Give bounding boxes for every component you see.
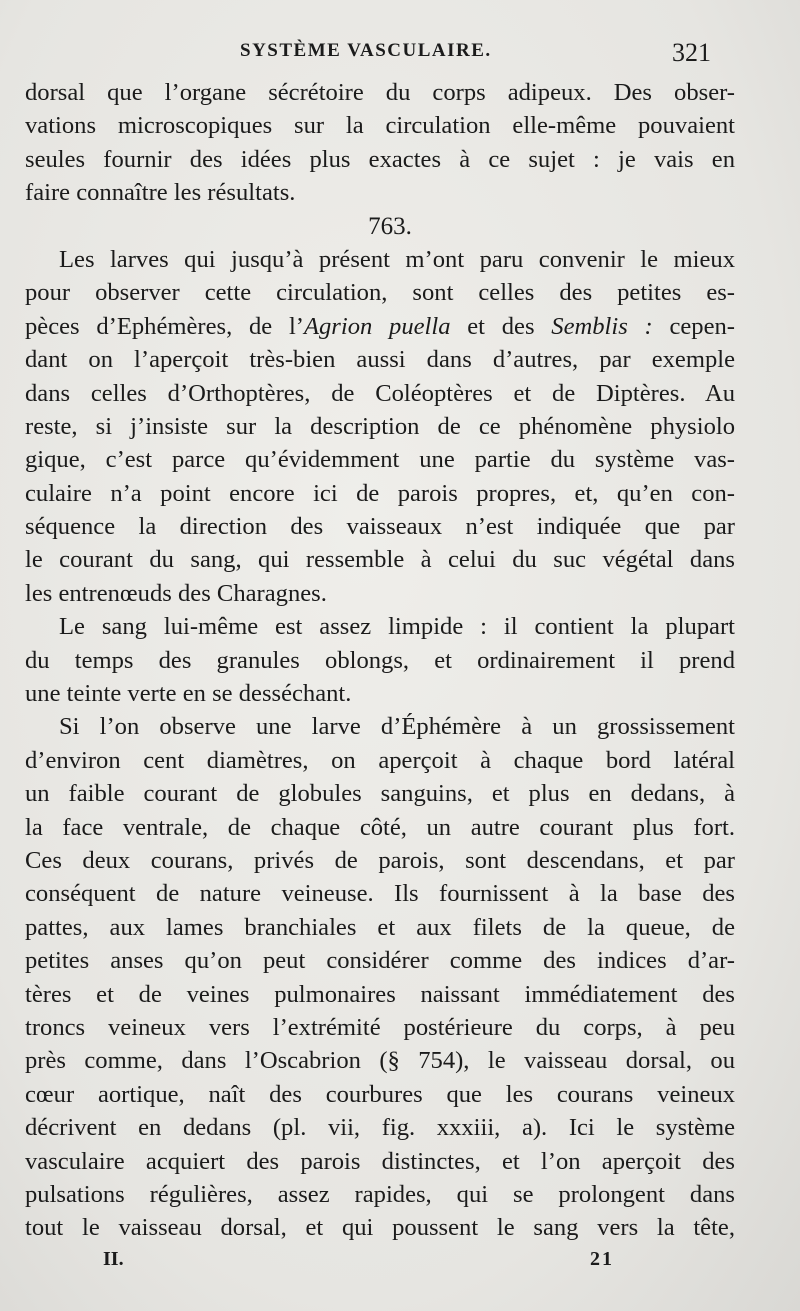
text-line: pulsations régulières, assez rapides, qui se prolongent dans: [25, 1180, 735, 1208]
text-line: Les larves qui jusqu’à présent m’ont paru convenir le mieux: [59, 245, 735, 273]
text-segment: et des: [450, 312, 552, 340]
text-line: du temps des granules oblongs, et ordinairement il prend: [25, 646, 735, 674]
text-line: les entrenœuds des Charagnes.: [25, 579, 327, 607]
text-line: dant on l’aperçoit très-bien aussi dans d’autres, par exemple: [25, 346, 735, 374]
text-line: culaire n’a point encore ici de parois propres, et, qu’en con-: [25, 479, 735, 507]
text-line: faire connaître les résultats.: [25, 179, 296, 207]
text-line: vations microscopiques sur la circulation elle-même pouvaient: [25, 112, 735, 140]
text-line: un faible courant de globules sanguins, et plus en dedans, à: [25, 780, 735, 808]
text-line: tères et de veines pulmonaires naissant immédiatement des: [25, 980, 735, 1008]
text-line: reste, si j’insiste sur la description de ce phénomène physiolo: [25, 412, 735, 440]
text-line: une teinte verte en se desséchant.: [25, 680, 352, 708]
text-segment: pèces d’Ephémères, de l’: [25, 312, 304, 340]
page-footer: [0, 1248, 800, 1278]
text-line: pour observer cette circulation, sont celles des petites es-: [25, 279, 735, 307]
text-line: dans celles d’Orthoptères, de Coléoptères et de Diptères. Au: [25, 379, 735, 407]
text-line: Le sang lui-même est assez limpide : il contient la plupart: [59, 613, 735, 641]
text-line: seules fournir des idées plus exactes à ce sujet : je vais en: [25, 145, 735, 173]
text-line: tout le vaisseau dorsal, et qui poussent le sang vers la tête,: [25, 1214, 735, 1242]
text-line-with-italics: [25, 310, 735, 343]
text-line: conséquent de nature veineuse. Ils fournissent à la base des: [25, 880, 735, 908]
text-line: petites anses qu’on peut considérer comme des indices d’ar-: [25, 947, 735, 975]
text-line: près comme, dans l’Oscabrion (§ 754), le vaisseau dorsal, ou: [25, 1047, 735, 1075]
genus-name-italic: Semblis :: [551, 312, 653, 340]
text-line: Si l’on observe une larve d’Éphémère à un grossissement: [59, 713, 735, 741]
text-line: pattes, aux lames branchiales et aux filets de la queue, de: [25, 913, 735, 941]
text-segment: cepen-: [652, 312, 735, 340]
text-line: gique, c’est parce qu’évidemment une partie du système vas-: [25, 446, 735, 474]
text-line: d’environ cent diamètres, on aperçoit à chaque bord latéral: [25, 746, 735, 774]
section-number: 763.: [368, 212, 412, 240]
page-number: 321: [672, 38, 711, 67]
running-head: SYSTÈME VASCULAIRE.: [240, 40, 492, 61]
text-line: Ces deux courans, privés de parois, sont descendans, et par: [25, 846, 735, 874]
text-line: troncs veineux vers l’extrémité postérieure du corps, à peu: [25, 1013, 735, 1041]
volume-mark: II.: [103, 1248, 124, 1270]
text-line: la face ventrale, de chaque côté, un autre courant plus fort.: [25, 813, 735, 841]
text-line: dorsal que l’organe sécrétoire du corps adipeux. Des obser-: [25, 79, 735, 106]
text-line: le courant du sang, qui ressemble à celui du suc végétal dans: [25, 546, 735, 574]
text-line: cœur aortique, naît des courbures que les courans veineux: [25, 1080, 735, 1108]
signature-mark: 21: [590, 1248, 614, 1270]
text-line: décrivent en dedans (pl. vii, fig. xxxiii, a). Ici le système: [25, 1114, 735, 1142]
body-text: [25, 76, 735, 1245]
text-line: séquence la direction des vaisseaux n’est indiquée que par: [25, 513, 735, 541]
text-line: vasculaire acquiert des parois distinctes, et l’on aperçoit des: [25, 1147, 735, 1175]
page-header: [0, 38, 800, 72]
species-name-italic: Agrion puella: [303, 312, 451, 340]
